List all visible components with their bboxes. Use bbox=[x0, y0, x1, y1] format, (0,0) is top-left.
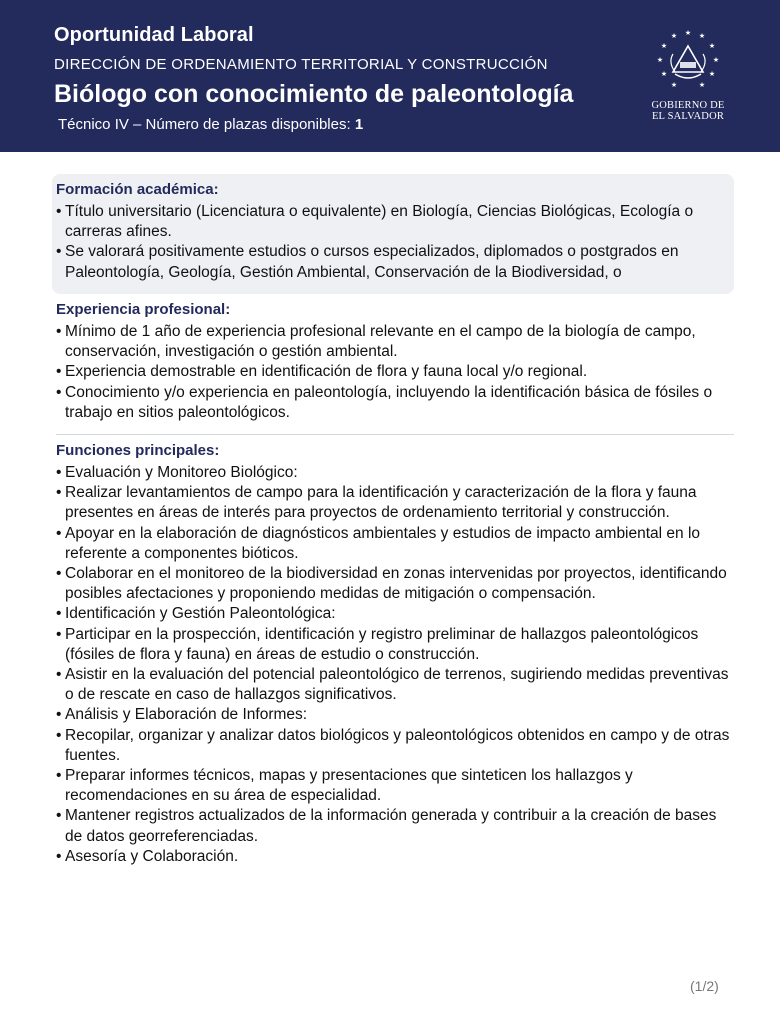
list-item: • Conocimiento y/o experiencia en paleontología, incluyendo la identificación básica de fósiles o trabajo en sitios paleontológicos. bbox=[56, 383, 734, 423]
svg-text:★: ★ bbox=[670, 82, 678, 89]
svg-text:★: ★ bbox=[670, 33, 678, 40]
list-item: • Apoyar en la elaboración de diagnósticos ambientales y estudios de impacto ambiental en lo referente a componentes bióticos. bbox=[56, 524, 734, 564]
list-item: • Mínimo de 1 año de experiencia profesional relevante en el campo de la biología de campo, conservación, investigación o gestión ambiental. bbox=[56, 322, 734, 362]
education-list bbox=[56, 202, 734, 283]
list-item: • Participar en la prospección, identificación y registro preliminar de hallazgos paleontológicos (fósiles de flora y fauna) en áreas de estudio o construcción. bbox=[56, 625, 734, 665]
header-banner bbox=[0, 0, 780, 152]
department-name: DIRECCIÓN DE ORDENAMIENTO TERRITORIAL Y CONSTRUCCIÓN bbox=[54, 56, 548, 73]
page-number: (1/2) bbox=[690, 978, 719, 994]
section-divider bbox=[56, 434, 734, 435]
government-logo bbox=[640, 26, 736, 126]
logo-text bbox=[640, 100, 736, 122]
list-item: • Mantener registros actualizados de la información generada y contribuir a la creación de bases de datos georreferenciadas. bbox=[56, 806, 734, 846]
functions-title: Funciones principales: bbox=[56, 442, 220, 459]
list-item: • Se valorará positivamente estudios o cursos especializados, diplomados o postgrados en Paleontología, Geología, Gestión Ambiental, Conservación de la Biodiversidad, o bbox=[56, 242, 734, 282]
list-item: • Asistir en la evaluación del potencial paleontológico de terrenos, sugiriendo medidas preventivas o de rescate en caso de hallazgos significativos. bbox=[56, 665, 734, 705]
position-meta bbox=[58, 116, 363, 133]
list-item: • Colaborar en el monitoreo de la biodiversidad en zonas intervenidas por proyectos, identificando posibles afectaciones y proponiendo medidas de mitigación o compensación. bbox=[56, 564, 734, 604]
position-meta-label: Técnico IV – Número de plazas disponibles: bbox=[58, 116, 355, 133]
list-item: • Recopilar, organizar y analizar datos biológicos y paleontológicos obtenidos en campo y de otras fuentes. bbox=[56, 726, 734, 766]
list-item: • Preparar informes técnicos, mapas y presentaciones que sinteticen los hallazgos y recomendaciones en su área de especialidad. bbox=[56, 766, 734, 806]
list-item: • Experiencia demostrable en identificación de flora y fauna local y/o regional. bbox=[56, 362, 734, 382]
svg-text:★: ★ bbox=[660, 71, 668, 78]
svg-text:★: ★ bbox=[660, 43, 668, 50]
posting-kicker: Oportunidad Laboral bbox=[54, 24, 254, 46]
list-item: • Evaluación y Monitoreo Biológico: bbox=[56, 463, 734, 483]
list-item: • Asesoría y Colaboración. bbox=[56, 847, 734, 867]
list-item: • Análisis y Elaboración de Informes: bbox=[56, 705, 734, 725]
list-item: • Identificación y Gestión Paleontológica: bbox=[56, 604, 734, 624]
svg-text:★: ★ bbox=[708, 71, 716, 78]
positions-count: 1 bbox=[354, 116, 364, 133]
functions-section bbox=[56, 441, 734, 867]
svg-text:★: ★ bbox=[684, 30, 692, 37]
svg-text:★: ★ bbox=[656, 57, 664, 64]
experience-section bbox=[56, 300, 734, 423]
svg-text:★: ★ bbox=[712, 57, 720, 64]
logo-text-line2: EL SALVADOR bbox=[651, 111, 725, 122]
functions-list bbox=[56, 463, 734, 867]
experience-list bbox=[56, 322, 734, 423]
experience-title: Experiencia profesional: bbox=[56, 301, 231, 318]
logo-text-line1: GOBIERNO DE bbox=[651, 100, 725, 111]
job-title: Biólogo con conocimiento de paleontología bbox=[54, 80, 574, 108]
list-item: • Título universitario (Licenciatura o equivalente) en Biología, Ciencias Biológicas, Ecología o carreras afines. bbox=[56, 202, 734, 242]
coat-of-arms-icon bbox=[653, 26, 723, 96]
svg-text:★: ★ bbox=[698, 82, 706, 89]
education-title: Formación académica: bbox=[56, 181, 219, 198]
svg-text:★: ★ bbox=[708, 43, 716, 50]
list-item: • Realizar levantamientos de campo para la identificación y caracterización de la flora y fauna presentes en áreas de interés para proyectos de ordenamiento territorial y construcción. bbox=[56, 483, 734, 523]
svg-text:★: ★ bbox=[698, 33, 706, 40]
education-section bbox=[52, 174, 734, 294]
